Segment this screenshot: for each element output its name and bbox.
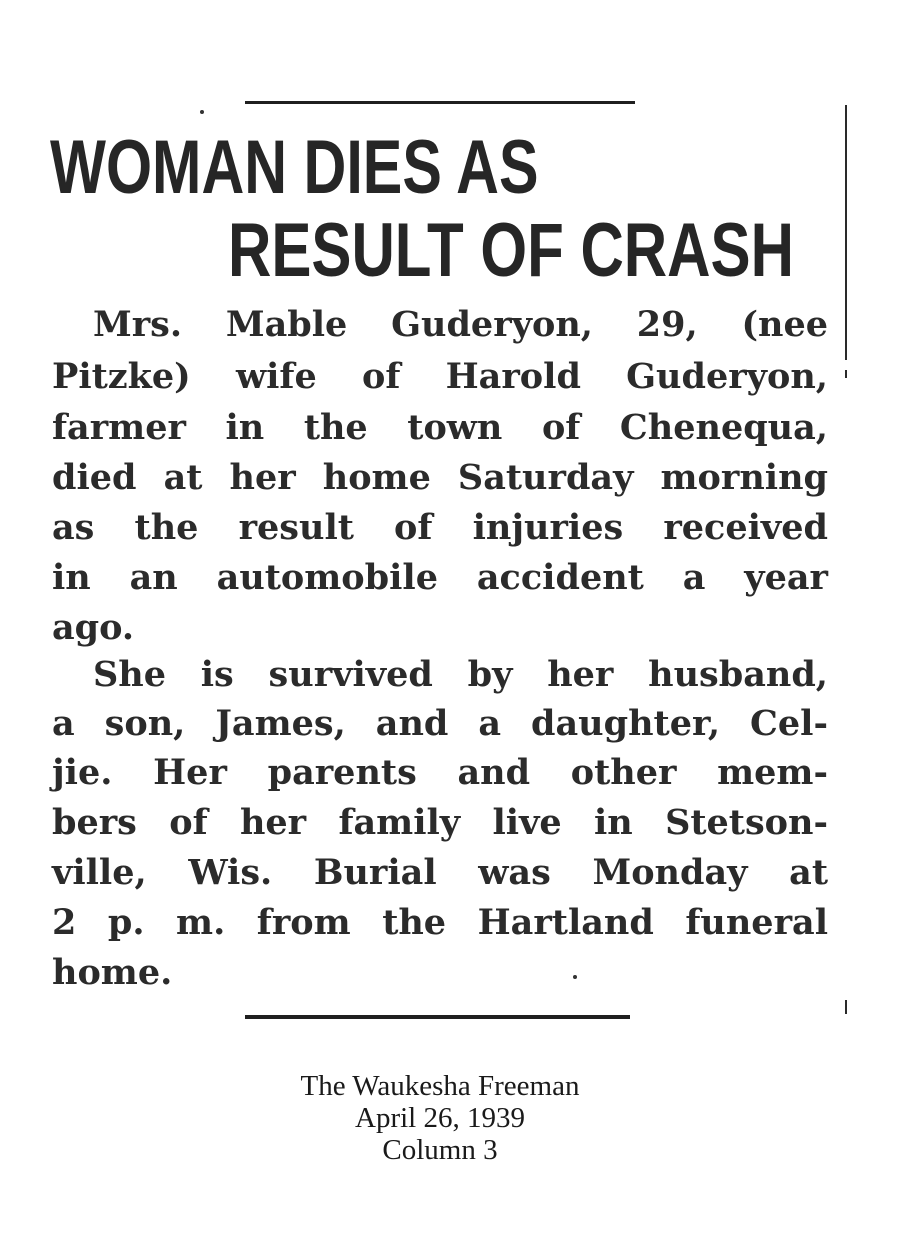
body-line: a son, James, and a daughter, Cel-	[52, 703, 828, 744]
body-line: Mrs. Mable Guderyon, 29, (nee	[93, 304, 828, 345]
body-line: as the result of injuries received	[52, 507, 828, 548]
print-speck	[573, 975, 577, 979]
body-line: Pitzke) wife of Harold Guderyon,	[52, 356, 828, 397]
top-rule	[245, 101, 635, 104]
headline-line-1: WOMAN DIES AS	[50, 125, 539, 210]
body-line: She is survived by her husband,	[93, 654, 828, 695]
body-line: 2 p. m. from the Hartland funeral	[52, 902, 828, 943]
body-line: ville, Wis. Burial was Monday at	[52, 852, 828, 893]
source-caption	[240, 1070, 640, 1166]
body-line: in an automobile accident a year	[52, 557, 828, 598]
publication-date: April 26, 1939	[355, 1102, 525, 1134]
publication-column: Column 3	[382, 1134, 498, 1166]
body-line: ago.	[52, 607, 135, 648]
column-edge	[845, 1000, 847, 1014]
column-edge	[845, 370, 847, 378]
body-line: home.	[52, 952, 173, 993]
body-line: jie. Her parents and other mem-	[52, 752, 828, 793]
publication-name: The Waukesha Freeman	[300, 1070, 580, 1102]
body-line: farmer in the town of Chenequa,	[52, 407, 828, 448]
bottom-rule	[245, 1015, 630, 1019]
body-line: died at her home Saturday morning	[52, 457, 828, 498]
column-edge	[845, 105, 847, 360]
headline-line-2: RESULT OF CRASH	[228, 208, 794, 293]
print-speck	[200, 110, 204, 114]
body-line: bers of her family live in Stetson-	[52, 802, 828, 843]
